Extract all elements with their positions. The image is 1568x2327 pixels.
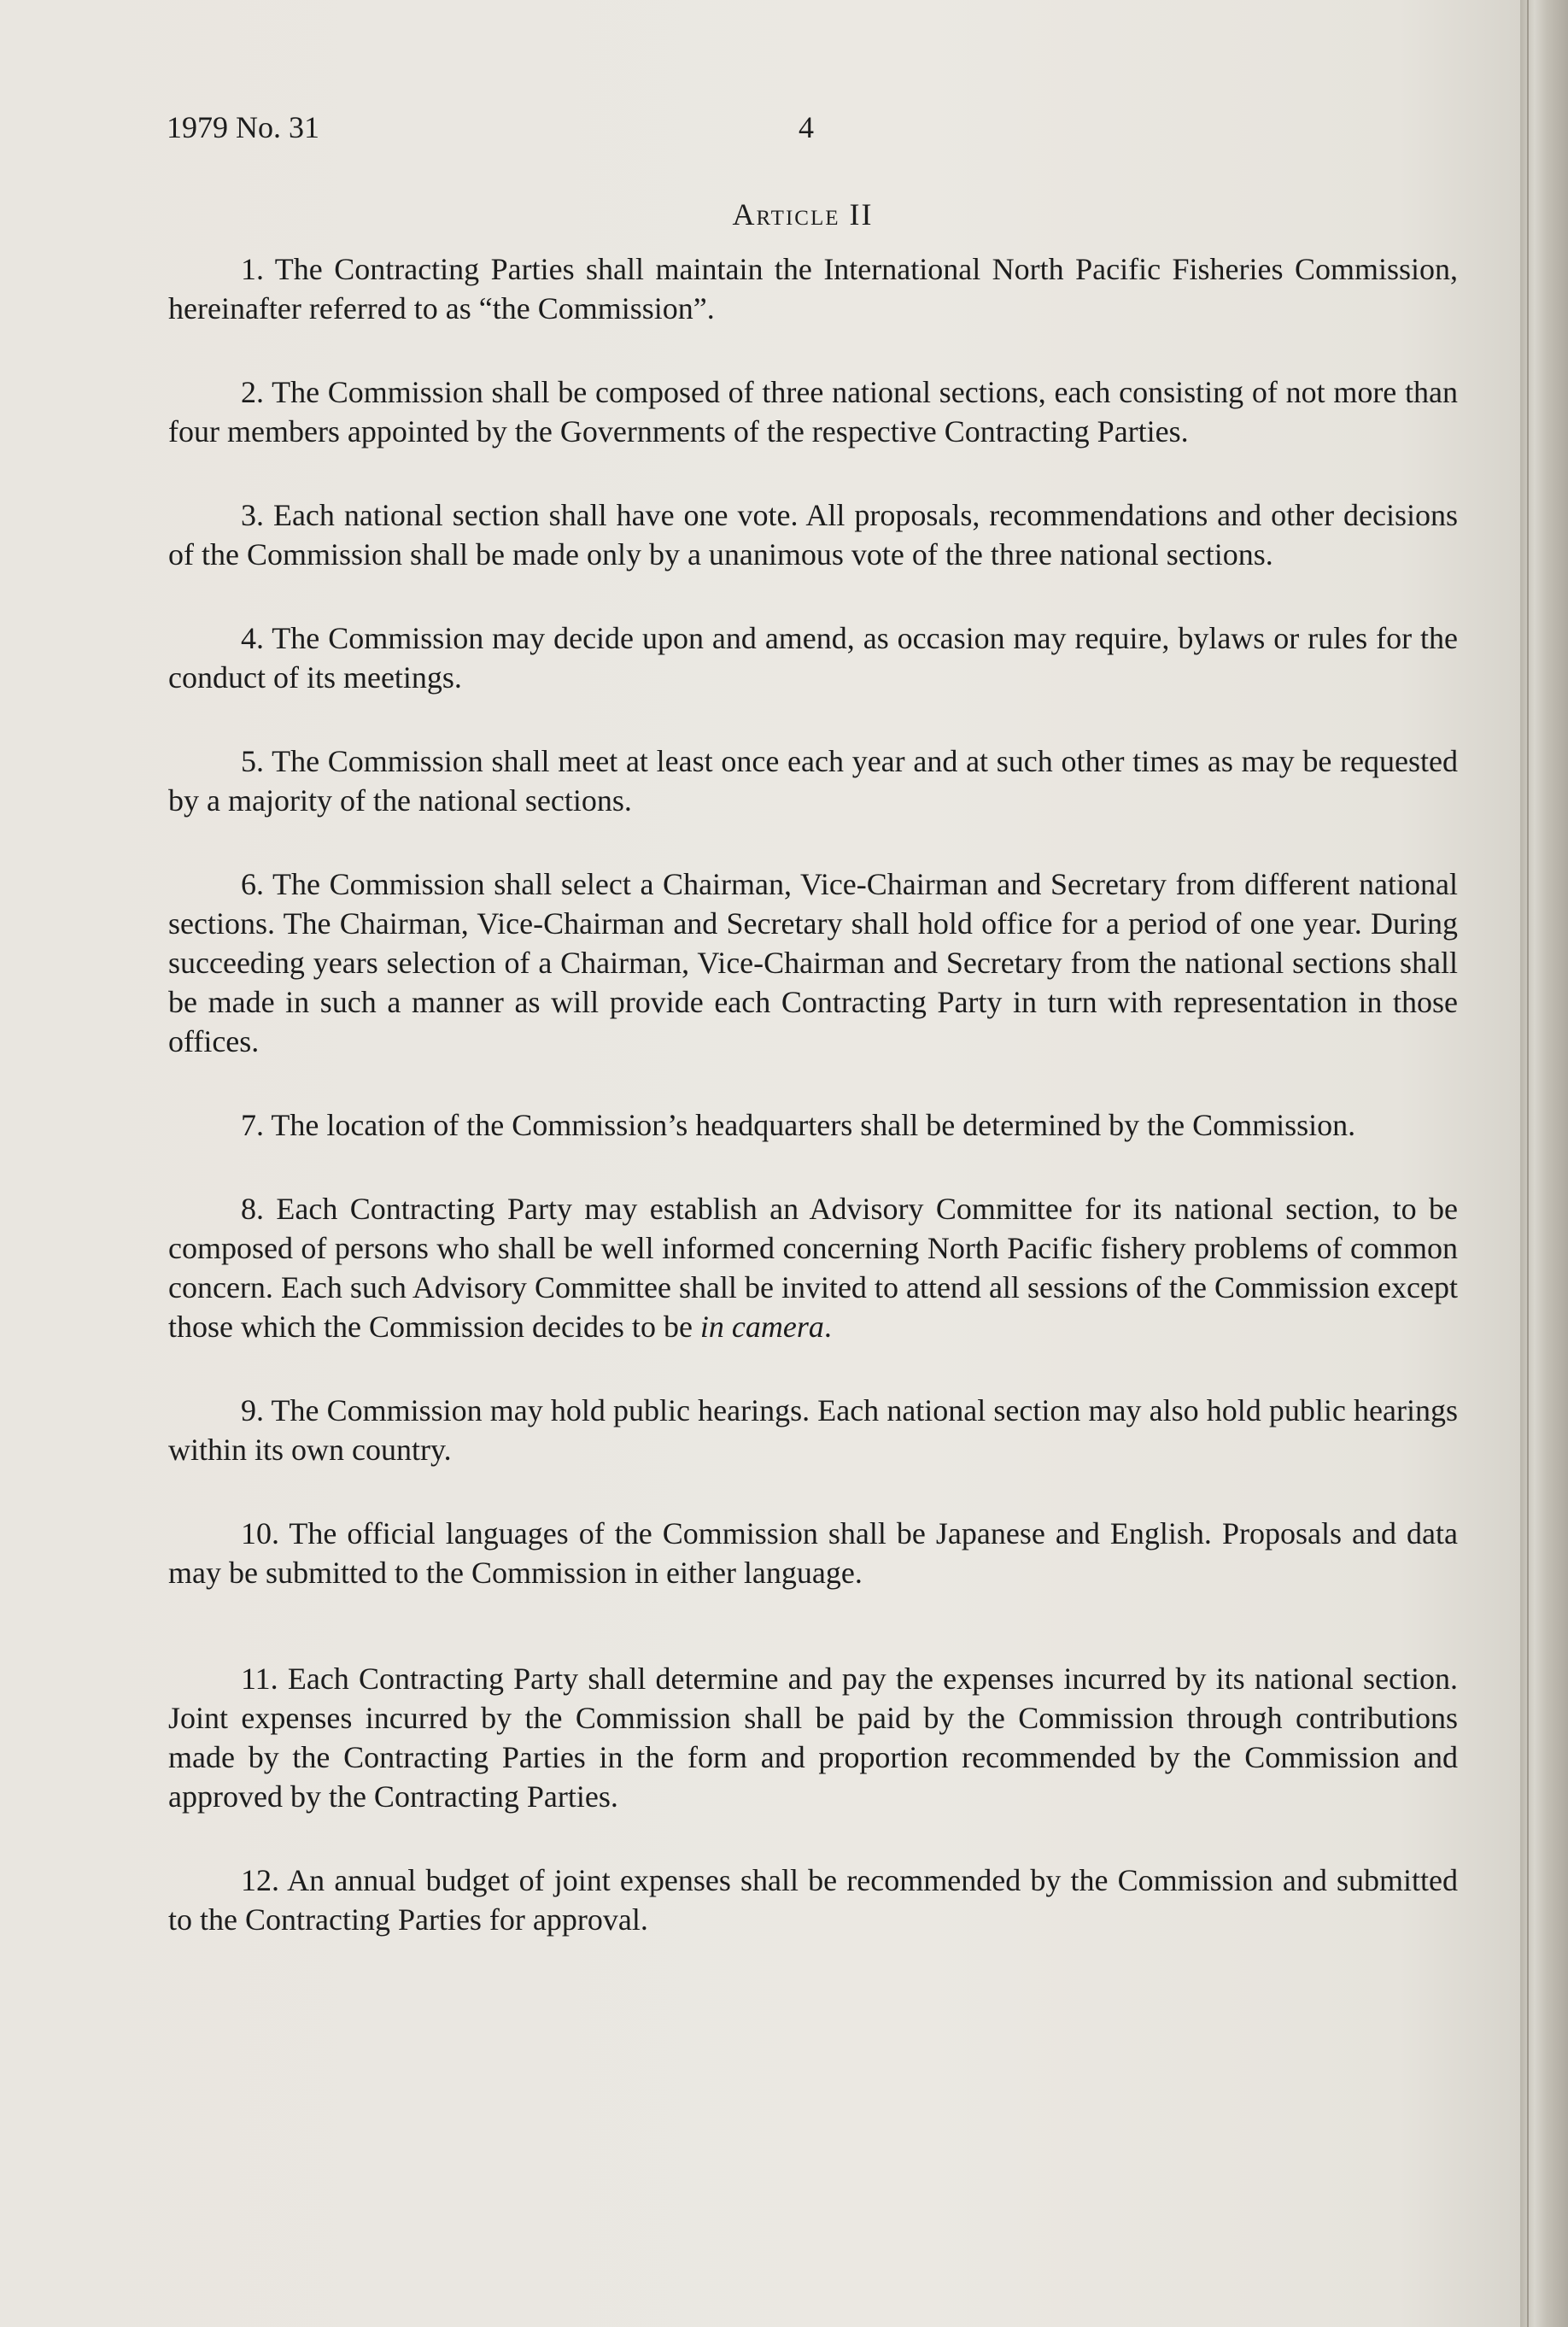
paragraph-5: 5. The Commission shall meet at least once each year and at such other times as may be requested by a majority of the national sections. [168, 744, 1458, 818]
paragraph-6: 6. The Commission shall select a Chairman, Vice-Chairman and Secretary from different national sections. The Chairman, Vice-Chairman and Secretary shall hold office for a period of one year. During succeeding years selection of a Chairman, Vice-Chairman and Secretary from the national sections shall be made in such a manner as will provide each Contracting Party in turn with representation in those offices. [168, 867, 1458, 1058]
running-head: 1979 No. 31 [167, 110, 319, 144]
paragraph-3: 3. Each national section shall have one vote. All proposals, recommendations and other decisions of the Commission shall be made only by a unanimous vote of the three national sections. [168, 498, 1458, 571]
page-edge-line [1527, 0, 1529, 2327]
paragraph-4: 4. The Commission may decide upon and amend, as occasion may require, bylaws or rules for the conduct of its meetings. [168, 621, 1458, 695]
paragraph-8-end: . [823, 1310, 832, 1344]
page-number: 4 [799, 110, 814, 144]
paragraph-12: 12. An annual budget of joint expenses shall be recommended by the Commission and submitted to the Contracting Parties for approval. [168, 1863, 1458, 1937]
paragraph-10: 10. The official languages of the Commission shall be Japanese and English. Proposals and data may be submitted to the Commission in either language. [168, 1516, 1458, 1590]
paragraph-8-italic: in camera [699, 1310, 824, 1344]
article-title: Article II [732, 197, 874, 232]
paragraph-8-text: 8. Each Contracting Party may establish an Advisory Committee for its national section, to be composed of persons who shall be well informed concerning North Pacific fishery problems of common concern. Each such Advisory Committee shall be invited to attend all sessions of the Commission except those which the Commission decides to be [168, 1192, 1458, 1344]
page-header [167, 109, 1465, 161]
paragraph-2: 2. The Commission shall be composed of three national sections, each consisting of not more than four members appointed by the Governments of the respective Contracting Parties. [168, 375, 1458, 448]
article-body [168, 249, 1458, 1984]
paragraph-8 [168, 1189, 1458, 1346]
paragraph-7: 7. The location of the Commission’s headquarters shall be determined by the Commission. [241, 1108, 1356, 1142]
paragraph-11: 11. Each Contracting Party shall determine and pay the expenses incurred by its national section. Joint expenses incurred by the Commission shall be paid by the Commission through contributions made by the Contracting Parties in the form and proportion recommended by the Commission and approved by the Contracting Parties. [168, 1662, 1458, 1814]
paragraph-1: 1. The Contracting Parties shall maintain the International North Pacific Fisheries Commission, hereinafter referred to as “the Commission”. [168, 252, 1458, 325]
paragraph-9: 9. The Commission may hold public hearings. Each national section may also hold public hearings within its own country. [168, 1393, 1458, 1467]
